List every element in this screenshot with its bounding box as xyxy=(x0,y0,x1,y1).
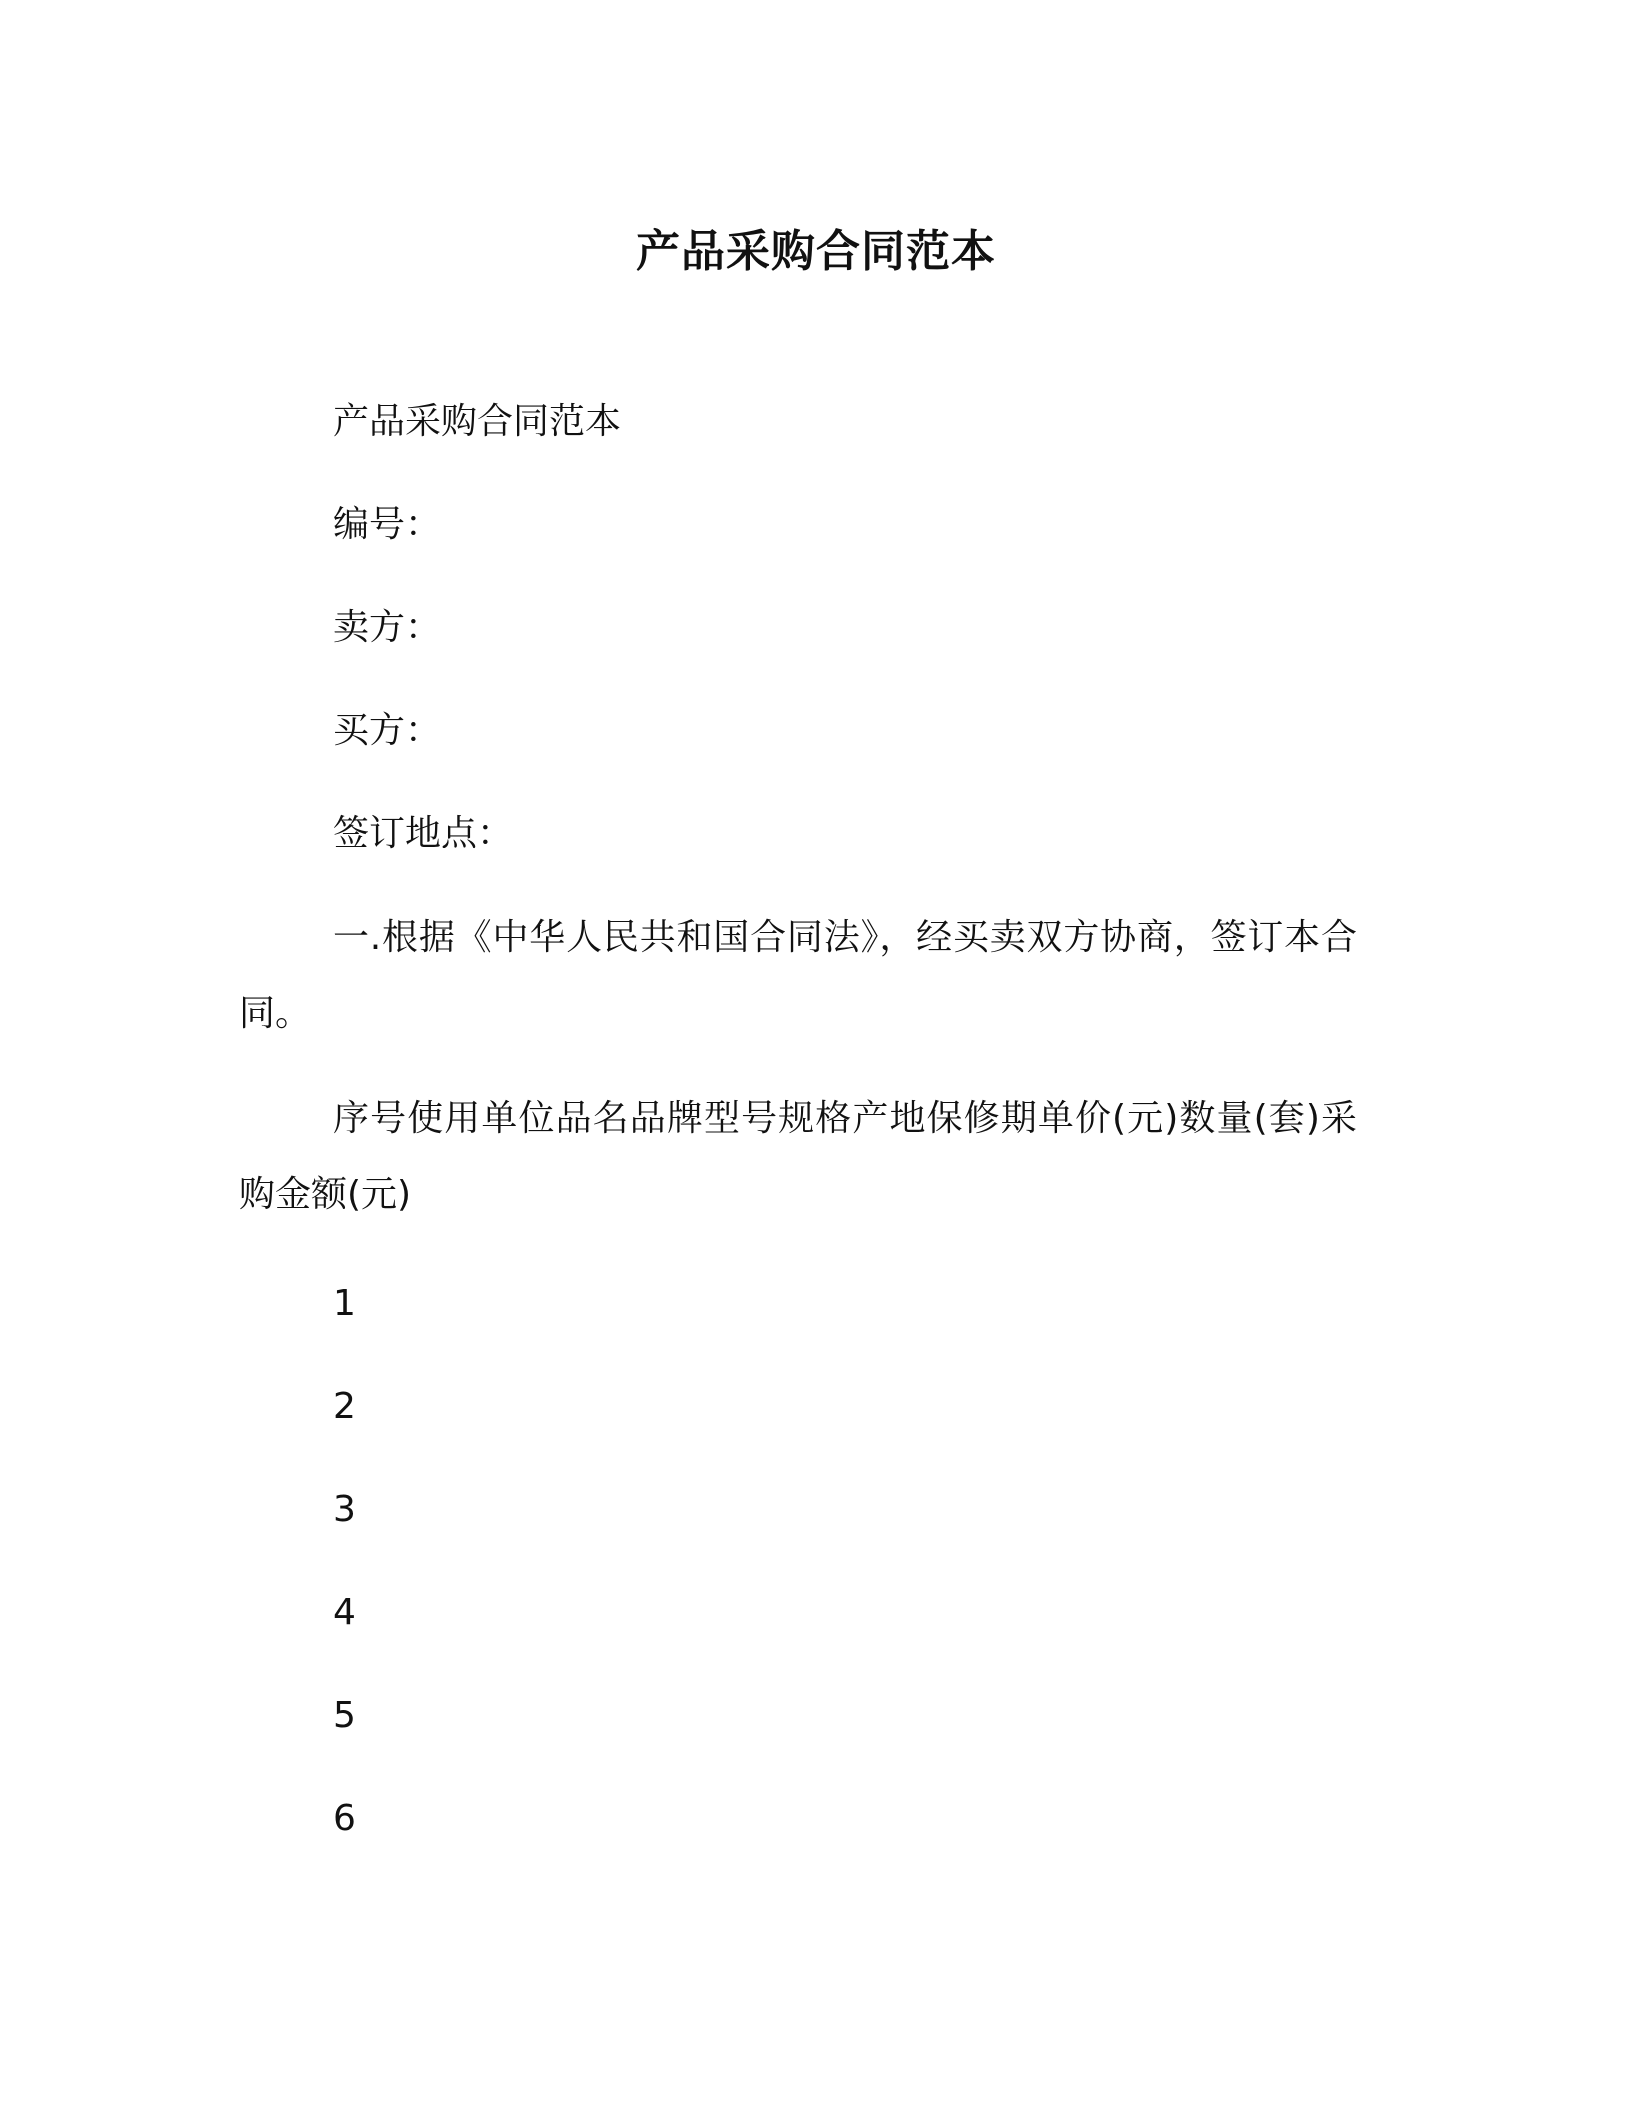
row-number: 3 xyxy=(333,1489,356,1530)
clause-one-paragraph: 一.根据《中华人民共和国合同法》，经买卖双方协商，签订本合同。 xyxy=(239,917,1357,1034)
row-number: 6 xyxy=(333,1798,356,1839)
signing-place-label: 签订地点： xyxy=(333,813,514,854)
buyer-label: 买方： xyxy=(333,710,442,751)
contract-number-label: 编号： xyxy=(333,504,442,545)
document-subtitle: 产品采购合同范本 xyxy=(333,401,622,442)
table-header-paragraph: 序号使用单位品名品牌型号规格产地保修期单价(元)数量(套)采购金额(元) xyxy=(239,1098,1357,1215)
row-number: 2 xyxy=(333,1386,356,1427)
seller-label: 卖方： xyxy=(333,607,442,648)
document-title: 产品采购合同范本 xyxy=(636,226,996,277)
row-number: 1 xyxy=(333,1283,356,1324)
row-number: 4 xyxy=(333,1592,356,1633)
row-number: 5 xyxy=(333,1695,356,1736)
